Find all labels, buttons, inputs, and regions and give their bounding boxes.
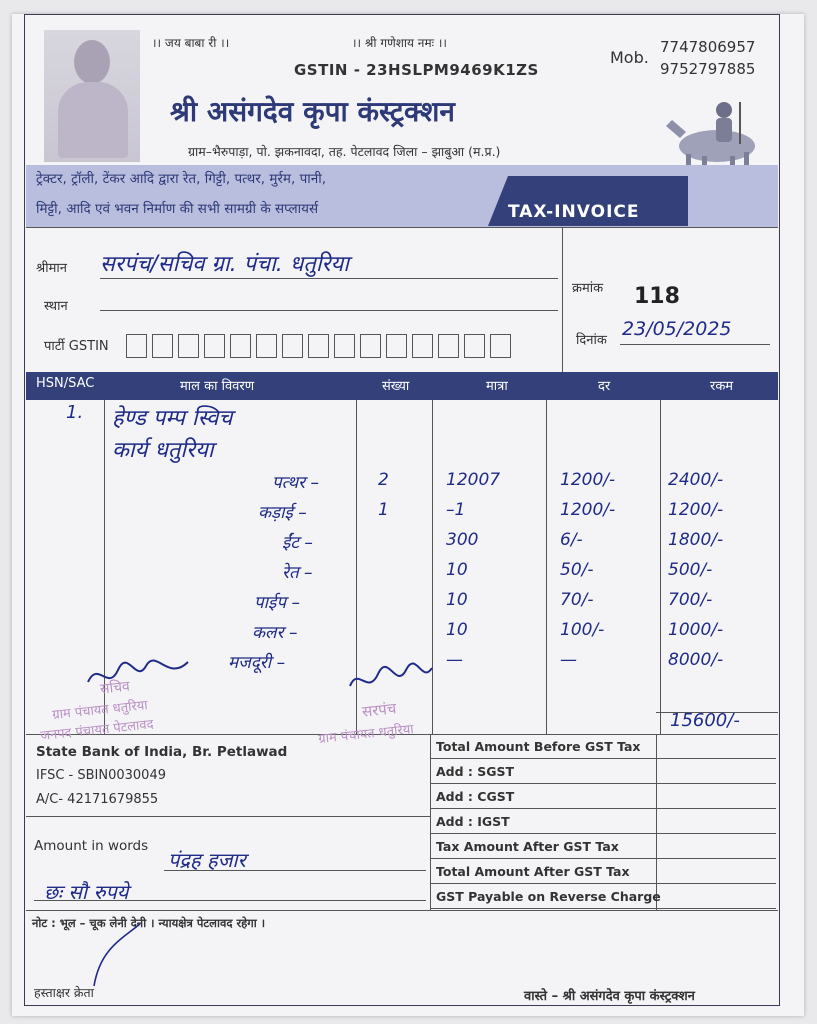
shriman-label: श्रीमान	[36, 261, 67, 276]
row-matra: 12007	[446, 470, 501, 490]
photo-head	[74, 40, 110, 84]
amount-words-underline-2	[34, 900, 426, 901]
row-rakam: 2400/-	[668, 470, 724, 490]
gst-row	[430, 834, 776, 859]
footer-top-line	[26, 910, 778, 911]
party-top-divider	[26, 227, 778, 228]
kramank-label: क्रमांक	[572, 281, 604, 296]
gstin-box	[386, 334, 407, 358]
gst-row	[430, 734, 776, 759]
description-line-2: कार्य धतुरिया	[112, 438, 214, 463]
bank-name: State Bank of India, Br. Petlawad	[36, 744, 288, 760]
blessing-left: ।। जय बाबा री ।।	[152, 36, 230, 50]
sachiv-stamp-jp: जनपद पंचायत पेटलावद	[39, 717, 155, 744]
sthan-underline	[100, 310, 558, 311]
services-line-2: मिट्टी, आदि एवं भवन निर्माण की सभी सामग्री के सप्लायर्स	[36, 201, 319, 217]
serial-number: 1.	[66, 402, 84, 423]
gstin-box	[152, 334, 173, 358]
gst-row-label: Total Amount Before GST Tax	[436, 739, 641, 754]
gstin-box	[334, 334, 355, 358]
row-dar: 1200/-	[560, 470, 616, 490]
amount-words-line-2: छः सौ रुपये	[44, 880, 129, 904]
seller-for-label: वास्ते – श्री असंगदेव कृपा कंस्ट्रक्शन	[524, 989, 695, 1004]
row-dar: 70/-	[560, 590, 594, 610]
row-item: मजदूरी –	[228, 653, 286, 673]
gst-row	[430, 859, 776, 884]
company-gstin: GSTIN - 23HSLPM9469K1ZS	[294, 61, 539, 79]
sachiv-stamp-gp: ग्राम पंचायत धतुरिया	[51, 698, 149, 723]
gstin-box	[178, 334, 199, 358]
col-matra: मात्रा	[486, 379, 508, 394]
gst-row	[430, 809, 776, 834]
sarpanch-signature	[346, 660, 436, 700]
description-line-1: हेण्ड पम्प स्विच	[112, 406, 233, 431]
row-dar: 6/-	[560, 530, 583, 550]
gst-row-label: Add : CGST	[436, 789, 515, 804]
row-rakam: 1000/-	[668, 620, 724, 640]
bank-bottom-line	[26, 816, 430, 817]
gstin-box	[464, 334, 485, 358]
row-sankhya: 1	[378, 500, 389, 520]
mobile-label: Mob.	[610, 48, 649, 67]
row-sankhya: 2	[378, 470, 389, 490]
bank-account: A/C- 42171679855	[36, 792, 159, 807]
party-right-divider	[562, 227, 563, 372]
row-matra: 300	[446, 530, 479, 550]
gst-row	[430, 884, 776, 909]
company-name: श्री असंगदेव कृपा कंस्ट्रक्शन	[170, 95, 455, 128]
mobile-number-1: 7747806957	[660, 38, 756, 56]
row-matra: —	[446, 650, 463, 670]
gstin-box	[412, 334, 433, 358]
row-matra: 10	[446, 590, 468, 610]
gstin-box	[230, 334, 251, 358]
row-dar: 50/-	[560, 560, 594, 580]
dinank-value: 23/05/2025	[622, 318, 732, 340]
blessing-center: ।। श्री गणेशाय नमः ।।	[352, 36, 447, 50]
sthan-label: स्थान	[44, 299, 68, 314]
row-rakam: 1800/-	[668, 530, 724, 550]
row-dar: 1200/-	[560, 500, 616, 520]
col-sankhya: संख्या	[382, 379, 410, 394]
party-gstin-label: पार्टी GSTIN	[44, 339, 109, 354]
total-amount: 15600/-	[670, 710, 740, 731]
sarpanch-stamp-title: सरपंच	[361, 699, 398, 721]
row-dar: 100/-	[560, 620, 605, 640]
photo-body	[58, 82, 128, 158]
sachiv-stamp-title: सचिव	[99, 678, 131, 698]
gst-row	[430, 784, 776, 809]
gstin-box	[438, 334, 459, 358]
row-item: पाईप –	[254, 593, 300, 613]
row-item: कड़ाई –	[258, 503, 307, 523]
row-matra: 10	[446, 620, 468, 640]
services-line-1: ट्रेक्टर, ट्रॉली, टेंकर आदि द्वारा रेत, गिट्टी, पत्थर, मुर्रम, पानी,	[36, 171, 327, 187]
gstin-box	[282, 334, 303, 358]
gst-row-label: Add : SGST	[436, 764, 515, 779]
col-divider-4	[546, 400, 547, 734]
row-rakam: 8000/-	[668, 650, 724, 670]
sarpanch-stamp-gp: ग्राम पंचायत धतुरिया	[317, 722, 415, 747]
gst-row	[430, 759, 776, 784]
dinank-label: दिनांक	[576, 333, 607, 348]
tax-invoice-label: TAX-INVOICE	[508, 202, 640, 222]
mobile-number-2: 9752797885	[660, 60, 756, 78]
row-item: पत्थर –	[272, 473, 319, 493]
amount-words-label: Amount in words	[34, 838, 149, 854]
kramank-value: 118	[634, 284, 680, 309]
items-table-header	[26, 372, 778, 400]
gstin-box	[308, 334, 329, 358]
row-matra: 10	[446, 560, 468, 580]
dinank-underline	[620, 344, 770, 345]
deity-photo	[44, 30, 140, 162]
gstin-box	[256, 334, 277, 358]
gst-row-label: Tax Amount After GST Tax	[436, 839, 619, 854]
col-description: माल का विवरण	[180, 379, 255, 394]
gstin-box	[204, 334, 225, 358]
amount-words-line-1: पंद्रह हजार	[168, 848, 246, 872]
row-rakam: 1200/-	[668, 500, 724, 520]
gstin-box	[126, 334, 147, 358]
row-item: ईंट –	[282, 533, 313, 553]
col-divider-5	[660, 400, 661, 734]
gst-row-label: Total Amount After GST Tax	[436, 864, 630, 879]
row-item: रेत –	[282, 563, 313, 583]
gst-row-label: Add : IGST	[436, 814, 510, 829]
gstin-box	[490, 334, 511, 358]
amount-words-underline-1	[164, 870, 426, 871]
sachiv-signature	[84, 652, 194, 696]
row-rakam: 700/-	[668, 590, 713, 610]
shriman-value: सरपंच/सचिव ग्रा. पंचा. धतुरिया	[100, 252, 349, 277]
row-item: कलर –	[252, 623, 298, 643]
gst-row-label: GST Payable on Reverse Charge	[436, 889, 661, 904]
buyer-signature-label: हस्ताक्षर क्रेता	[34, 985, 94, 1000]
col-rakam: रकम	[710, 379, 734, 394]
gstin-box	[360, 334, 381, 358]
company-address: ग्राम–भैरुपाड़ा, पो. झकनावदा, तह. पेटलावद जिला – झाबुआ (म.प्र.)	[188, 144, 501, 159]
row-rakam: 500/-	[668, 560, 713, 580]
row-dar: —	[560, 650, 577, 670]
footer-note: नोट : भूल – चूक लेनी देनी । न्यायक्षेत्र पेटलावद रहेगा ।	[32, 916, 266, 930]
col-hsn: HSN/SAC	[36, 376, 95, 391]
shriman-underline	[100, 278, 558, 279]
bank-ifsc: IFSC - SBIN0030049	[36, 768, 166, 783]
row-matra: –1	[446, 500, 466, 520]
col-dar: दर	[598, 379, 611, 394]
buyer-signature	[80, 920, 160, 990]
